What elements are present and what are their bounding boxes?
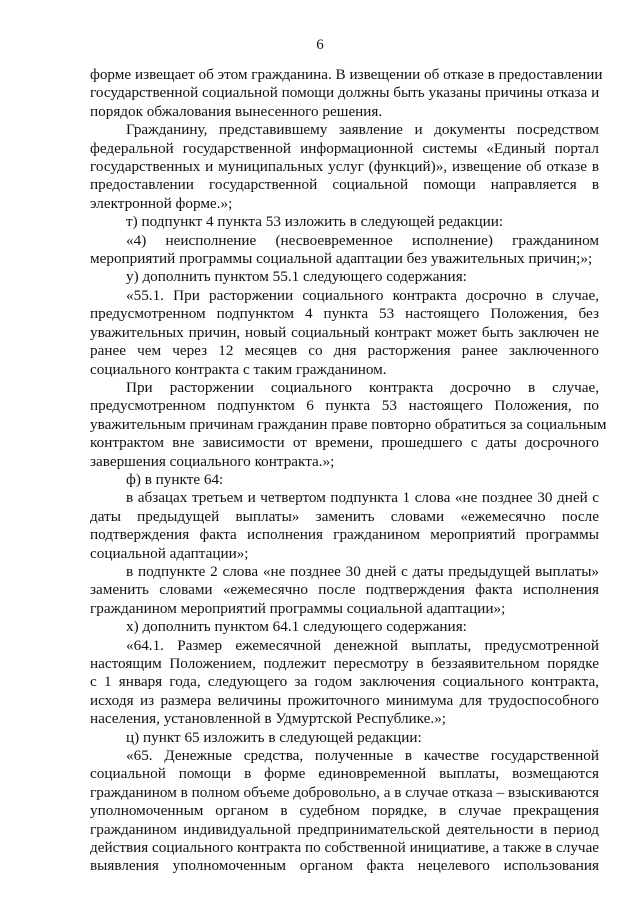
text-line: «65. Денежные средства, полученные в качестве государственной (126, 747, 599, 765)
paragraph (90, 121, 599, 213)
text-line: т) подпункт 4 пункта 53 изложить в следующей редакции: (126, 213, 504, 231)
text-line: социальной адаптации»; (90, 544, 249, 562)
text-line: у) дополнить пунктом 55.1 следующего содержания: (126, 268, 467, 286)
text-line: предусмотренном подпунктом 4 пункта 53 настоящего Положения, без (90, 305, 599, 323)
paragraph (90, 268, 599, 286)
paragraph (90, 232, 599, 269)
text-line: ранее чем через 12 месяцев со дня расторжения ранее заключенного (90, 342, 599, 360)
text-line: заменить словами «ежемесячно после подтверждения факта исполнения (90, 581, 599, 599)
text-line: уважительных причин, новый социальный контракт может быть заключен не (90, 323, 599, 341)
text-line: «55.1. При расторжении социального контракта досрочно в случае, (126, 286, 599, 304)
text-line: в абзацах третьем и четвертом подпункта 1 слова «не позднее 30 дней с (126, 489, 599, 507)
text-line: ф) в пункте 64: (126, 470, 224, 488)
text-line: социальной помощи в форме единовременной выплаты, возмещаются (90, 765, 599, 783)
text-line: уполномоченным органом в судебном порядке, в случае прекращения (90, 802, 599, 820)
page-number: 6 (316, 37, 324, 53)
text-line: х) дополнить пунктом 64.1 следующего содержания: (126, 618, 467, 636)
text-line: уважительным причинам гражданин праве повторно обратиться за социальным (90, 415, 607, 433)
text-line: выявления уполномоченным органом факта нецелевого использования (90, 857, 599, 875)
paragraph (90, 378, 607, 471)
text-line: «64.1. Размер ежемесячной денежной выплаты, предусмотренной (126, 636, 599, 654)
text-line: гражданином индивидуальной предпринимательской деятельности в период (90, 820, 599, 838)
text-line: населения, установленной в Удмуртской Республике.»; (90, 710, 447, 728)
text-line: с 1 января года, следующего за годом заключения социального контракта, (90, 673, 599, 691)
text-line: «4) неисполнение (несвоевременное исполнение) гражданином (126, 231, 599, 249)
paragraph (90, 618, 599, 636)
paragraph (90, 729, 599, 747)
text-line: электронной форме.»; (90, 194, 233, 212)
text-line: порядок обжалования вынесенного решения. (90, 102, 383, 120)
paragraph (90, 287, 599, 379)
text-line: ц) пункт 65 изложить в следующей редакции: (126, 728, 422, 746)
text-line: предусмотренном подпунктом 6 пункта 53 настоящего Положения, по (90, 397, 599, 415)
text-line: завершения социального контракта.»; (90, 452, 335, 470)
text-line: гражданином мероприятий программы социальной адаптации»; (90, 599, 506, 617)
text-line: исходя из размера величины прожиточного минимума для трудоспособного (90, 691, 599, 709)
paragraph (90, 637, 599, 729)
paragraph (90, 489, 599, 563)
text-line: социального контракта с таким гражданином. (90, 360, 387, 378)
text-line: гражданином в полном объеме добровольно, а в случае отказа – взыскиваются (90, 783, 599, 801)
text-line: даты предыдущей выплаты» заменить словами «ежемесячно после (90, 507, 599, 525)
text-line: форме извещает об этом гражданина. В извещении об отказе в предоставлении (90, 66, 603, 83)
document-body (90, 66, 607, 876)
text-line: При расторжении социального контракта досрочно в случае, (126, 378, 599, 396)
text-line: подтверждения факта исполнения гражданином мероприятий программы (90, 526, 599, 544)
text-line: мероприятий программы социальной адаптации без уважительных причин;»; (90, 250, 593, 268)
text-line: настоящим Положением, подлежит пересмотру в беззаявительном порядке (90, 655, 599, 672)
paragraph (90, 213, 599, 231)
text-line: в подпункте 2 слова «не позднее 30 дней с даты предыдущей выплаты» (126, 562, 599, 580)
paragraph (90, 563, 599, 618)
text-line: Гражданину, представившему заявление и документы посредством (126, 121, 599, 139)
text-line: предоставлении государственной социальной помощи направляется в (90, 176, 599, 194)
paragraph (90, 471, 599, 489)
paragraph (90, 66, 603, 121)
text-line: государственных и муниципальных услуг (функций)», извещение об отказе в (90, 158, 599, 176)
text-line: контрактом вне зависимости от времени, прошедшего с даты досрочного (90, 434, 599, 452)
text-line: действия социального контракта по собственной инициативе, а также в случае (90, 839, 600, 857)
paragraph (90, 747, 599, 876)
text-line: федеральной государственной информационной системы «Единый портал (90, 139, 599, 157)
text-line: государственной социальной помощи должны быть указаны причины отказа и (90, 84, 600, 102)
